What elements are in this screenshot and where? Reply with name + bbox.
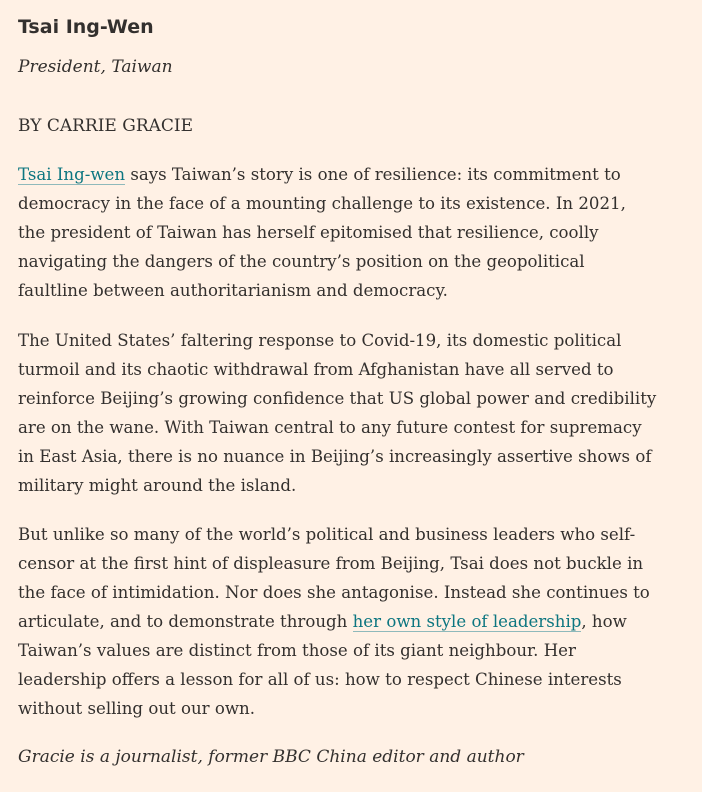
byline: BY CARRIE GRACIE [18,116,194,136]
tsai-ing-wen-link[interactable]: Tsai Ing-wen [18,165,126,184]
paragraph-2: The United States’ faltering response to Covid-19, its domestic political turmoil and its chaotic withdrawal from Afghanistan have all served to reinforce Beijing’s growing confidence that US global power and credibility are on the wane. With Taiwan central to any future contest for supremacy in East Asia, there is no nuance in Beijing’s increasingly assertive shows of military might around the island. [18,331,657,495]
author-note: Gracie is a journalist, former BBC China editor and author [18,747,524,767]
paragraph-3-text-before: But unlike so many of the world’s political and business leaders who self-censor at the first hint of displeasure from Beijing, Tsai does not buckle in the face of intimidation. Nor does she antagonise. Instead she continues to articulate, and to demonstrate through [18,525,650,631]
paragraph-3 [18,520,658,723]
paragraph-1 [18,160,658,305]
profile-role: President, Taiwan [18,57,173,77]
paragraph-3-text-after: , how Taiwan’s values are distinct from those of its giant neighbour. Her leadership offers a lesson for all of us: how to respect Chinese interests without selling out our own. [18,612,627,718]
leadership-style-link[interactable]: her own style of leadership [352,612,582,631]
profile-name: Tsai Ing-Wen [18,16,154,38]
paragraph-1-text: says Taiwan’s story is one of resilience: its commitment to democracy in the face of a mounting challenge to its existence. In 2021, the president of Taiwan has herself epitomised that resilience, coolly navigating the dangers of the country’s position on the geopolitical faultline between authoritarianism and democracy. [18,165,626,300]
